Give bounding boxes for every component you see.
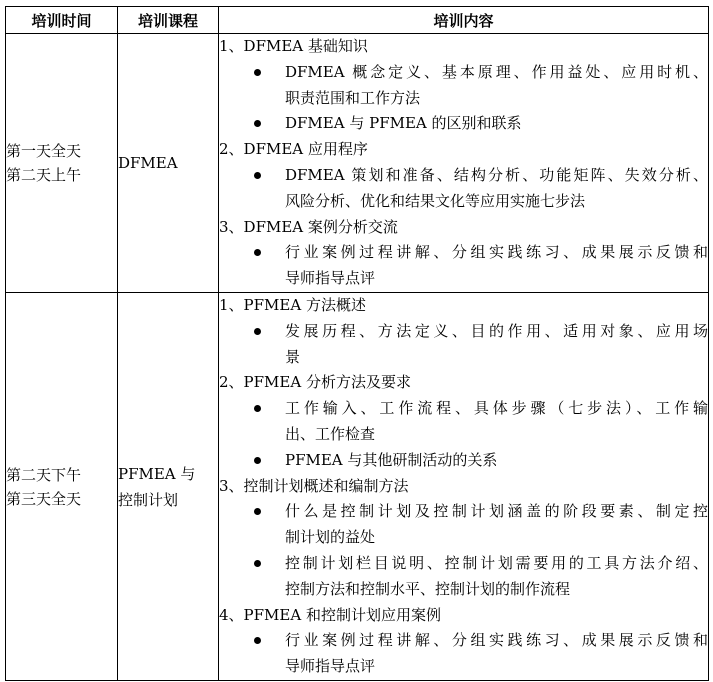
list-item-line: DFMEA 策划和准备、结构分析、功能矩阵、失效分析、 bbox=[285, 165, 708, 184]
bullet-icon bbox=[254, 637, 261, 644]
header-content: 培训内容 bbox=[219, 7, 709, 34]
list-item-line: 出、工作检查 bbox=[285, 424, 376, 443]
list-item bbox=[219, 448, 708, 474]
list-item bbox=[219, 396, 708, 448]
table-row bbox=[6, 34, 709, 293]
list-item-line: 什么是控制计划及控制计划涵盖的阶段要素、制定控 bbox=[285, 502, 708, 521]
list-item-line: 行业案例过程讲解、分组实践练习、成果展示反馈和 bbox=[285, 243, 708, 262]
list-item bbox=[219, 628, 708, 680]
list-item-line: DFMEA 概念定义、基本原理、作用益处、应用时机、 bbox=[285, 62, 708, 81]
bullet-icon bbox=[254, 120, 261, 127]
bullet-icon bbox=[254, 249, 261, 256]
course-line: 控制计划 bbox=[118, 490, 179, 509]
course-line: PFMEA 与 bbox=[118, 464, 196, 483]
bullet-icon bbox=[254, 508, 261, 515]
list-item-line: 景 bbox=[285, 347, 301, 366]
header-course: 培训课程 bbox=[118, 7, 219, 34]
list-item-line: 工作输入、工作流程、具体步骤（七步法）、工作输 bbox=[285, 399, 708, 418]
list-item-line: 控制计划栏目说明、控制计划需要用的工具方法介绍、 bbox=[285, 553, 708, 572]
section-title: 1、DFMEA 基础知识 bbox=[219, 37, 368, 55]
training-schedule-table bbox=[5, 6, 709, 681]
list-item-line: 发展历程、方法定义、目的作用、适用对象、应用场 bbox=[285, 321, 708, 340]
time-line: 第二天下午 bbox=[6, 465, 82, 484]
course-cell bbox=[118, 34, 219, 293]
course-line: DFMEA bbox=[118, 154, 178, 172]
list-item bbox=[219, 319, 708, 371]
list-item-line: 控制方法和控制水平、控制计划的制作流程 bbox=[285, 579, 571, 598]
list-item-line: 行业案例过程讲解、分组实践练习、成果展示反馈和 bbox=[285, 631, 708, 650]
list-item bbox=[219, 163, 708, 215]
list-item bbox=[219, 499, 708, 551]
section-title: 3、控制计划概述和编制方法 bbox=[219, 476, 409, 495]
bullet-icon bbox=[254, 172, 261, 179]
content-cell bbox=[219, 34, 709, 293]
bullet-icon bbox=[254, 405, 261, 412]
section-title: 1、PFMEA 方法概述 bbox=[219, 296, 366, 314]
content-cell bbox=[219, 293, 709, 681]
header-time: 培训时间 bbox=[6, 7, 118, 34]
bullet-icon bbox=[254, 560, 261, 567]
bullet-icon bbox=[254, 457, 261, 464]
header-row bbox=[6, 7, 709, 34]
list-item-line: 导师指导点评 bbox=[285, 269, 376, 288]
list-item bbox=[219, 60, 708, 112]
time-line: 第三天全天 bbox=[6, 489, 82, 508]
list-item-line: 制计划的益处 bbox=[285, 528, 376, 547]
list-item-line: 职责范围和工作方法 bbox=[285, 88, 421, 107]
list-item bbox=[219, 240, 708, 292]
list-item bbox=[219, 111, 708, 137]
time-line: 第二天上午 bbox=[6, 166, 82, 184]
table-row bbox=[6, 293, 709, 681]
list-item-line: DFMEA 与 PFMEA 的区别和联系 bbox=[285, 114, 522, 133]
course-cell bbox=[118, 293, 219, 681]
time-cell bbox=[6, 293, 118, 681]
section-title: 3、DFMEA 案例分析交流 bbox=[219, 217, 398, 236]
time-cell bbox=[6, 34, 118, 293]
bullet-icon bbox=[254, 328, 261, 335]
bullet-icon bbox=[254, 69, 261, 76]
list-item-line: 导师指导点评 bbox=[285, 657, 376, 676]
list-item-line: PFMEA 与其他研制活动的关系 bbox=[285, 450, 498, 469]
list-item-line: 风险分析、优化和结果文化等应用实施七步法 bbox=[285, 191, 586, 210]
section-title: 2、PFMEA 分析方法及要求 bbox=[219, 373, 411, 392]
list-item bbox=[219, 551, 708, 603]
section-title: 4、PFMEA 和控制计划应用案例 bbox=[219, 605, 441, 624]
section-title: 2、DFMEA 应用程序 bbox=[219, 140, 368, 159]
time-line: 第一天全天 bbox=[6, 142, 82, 160]
